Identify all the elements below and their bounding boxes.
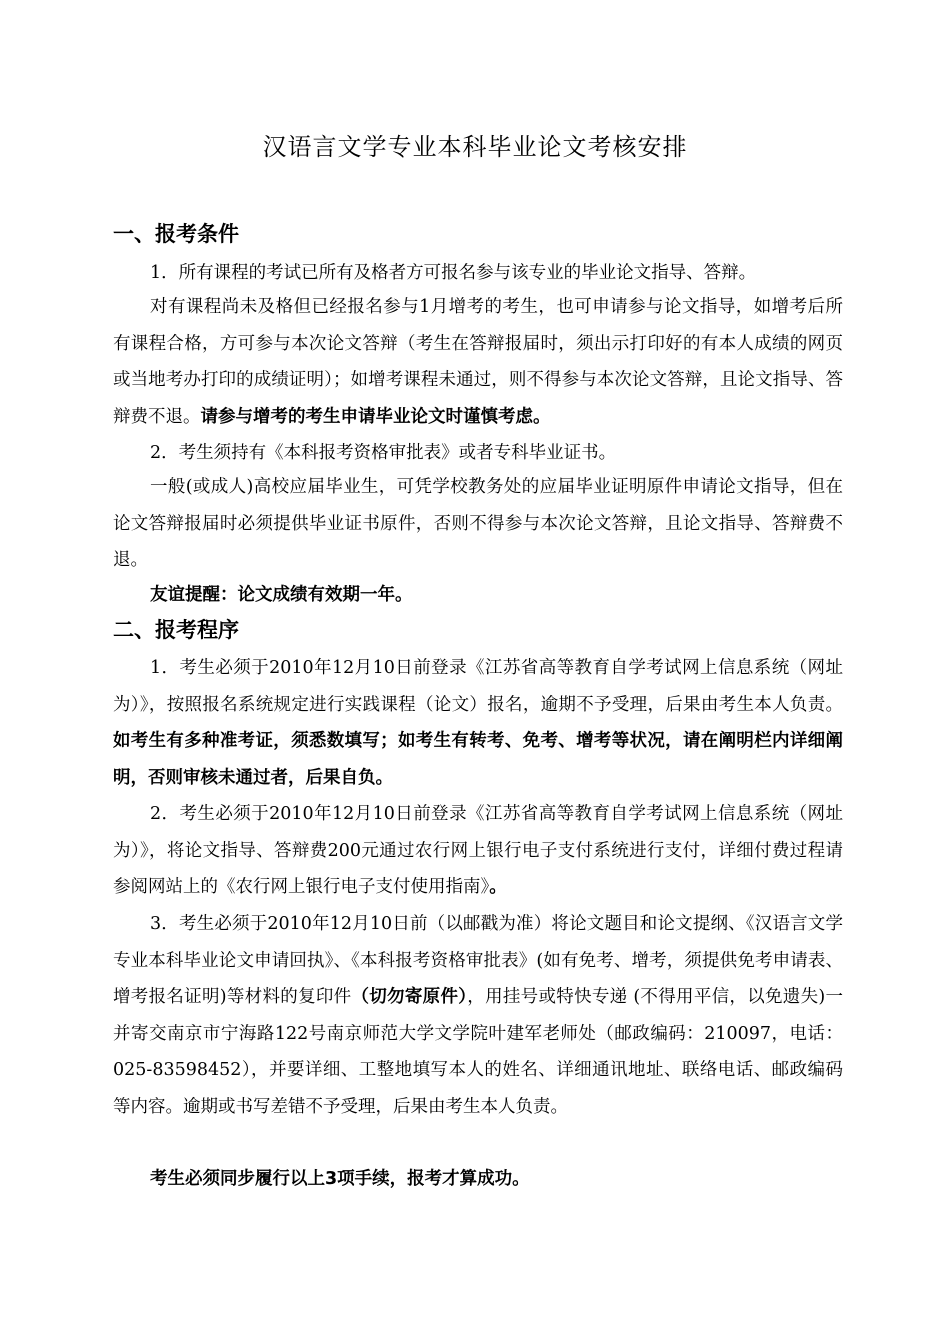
bold-warning: 请参与增考的考生申请毕业论文时谨慎考虑。 xyxy=(200,406,551,427)
reminder-note: 友谊提醒：论文成绩有效期一年。 xyxy=(150,585,413,605)
paragraph-text: 对有课程尚未及格但已经报名参与1月增考的考生，也可申请参与论文指导，如增考后所有课程合格，方可参与本次论文答辩（考生在答辩报届时，须出示打印好的有本人成绩的网页或当地考办打印的成绩证明）；如增考课程未通过，则不得参与本次论文答辩，且论文指导、答辩费不退。 xyxy=(113,297,843,427)
page-title: 汉语言文学专业本科毕业论文考核安排 xyxy=(262,133,688,161)
closing-note: 考生必须同步履行以上3项手续，报考才算成功。 xyxy=(150,1169,530,1189)
paragraph-text: 2．考生必须于2010年12月10日前登录《江苏省高等教育自学考试网上信息系统（网址为）》，将论文指导、答辩费200元通过农行网上银行电子支付系统进行支付，详细付费过程请参阅网站上的《农行网上银行电子支付使用指南》 xyxy=(113,804,843,897)
paragraph-text: 一般(或成人)高校应届毕业生，可凭学校教务处的应届毕业证明原件申请论文指导，但在论文答辩报届时必须提供毕业证书原件，否则不得参与本次论文答辩，且论文指导、答辩费不退。 xyxy=(113,477,843,570)
paragraph-text: 1．考生必须于2010年12月10日前登录《江苏省高等教育自学考试网上信息系统（网址为）》，按照报名系统规定进行实践课程（论文）报名，逾期不予受理，后果由考生本人负责。 xyxy=(113,658,843,715)
paragraph xyxy=(113,469,843,579)
paragraph xyxy=(113,255,843,292)
paragraph-end-mark: 。 xyxy=(489,877,507,897)
paragraph xyxy=(113,650,843,796)
paragraph xyxy=(113,906,843,1125)
paragraph-text: ，用挂号或特快专递 (不得用平信，以免遗失)一并寄交南京市宁海路122号南京师范大学文学院叶建军老师处（邮政编码：210097，电话：025-83598452），并要详细、工整地填写本人的姓名、详细通讯地址、联络电话、邮政编码等内容。逾期或书写差错不予受理，后果由考生本人负责。 xyxy=(113,987,844,1117)
section-heading-procedure: 二、报考程序 xyxy=(113,618,239,642)
paragraph-text: 3．考生必须于2010年12月10日前（以邮戳为准）将论文题目和论文提纲、《汉语言文学专业本科毕业论文申请回执》、《本科报考资格审批表》(如有免考、增考，须提供免考申请表、增考报名证明)等材料的复印件 xyxy=(113,914,843,1007)
bold-warning: 如考生有多种准考证，须悉数填写；如考生有转考、免考、增考等状况，请在阐明栏内详细阐明，否则审核未通过者，后果自负。 xyxy=(113,731,843,788)
section-heading-conditions: 一、报考条件 xyxy=(113,222,239,246)
paragraph-text: 1．所有课程的考试已所有及格者方可报名参与该专业的毕业论文指导、答辩。 xyxy=(150,263,757,283)
bold-warning: （切勿寄原件） xyxy=(351,987,468,1007)
paragraph xyxy=(113,435,843,472)
paragraph xyxy=(113,289,843,435)
paragraph-text: 2．考生须持有《本科报考资格审批表》或者专科毕业证书。 xyxy=(150,443,617,463)
paragraph xyxy=(113,796,843,906)
